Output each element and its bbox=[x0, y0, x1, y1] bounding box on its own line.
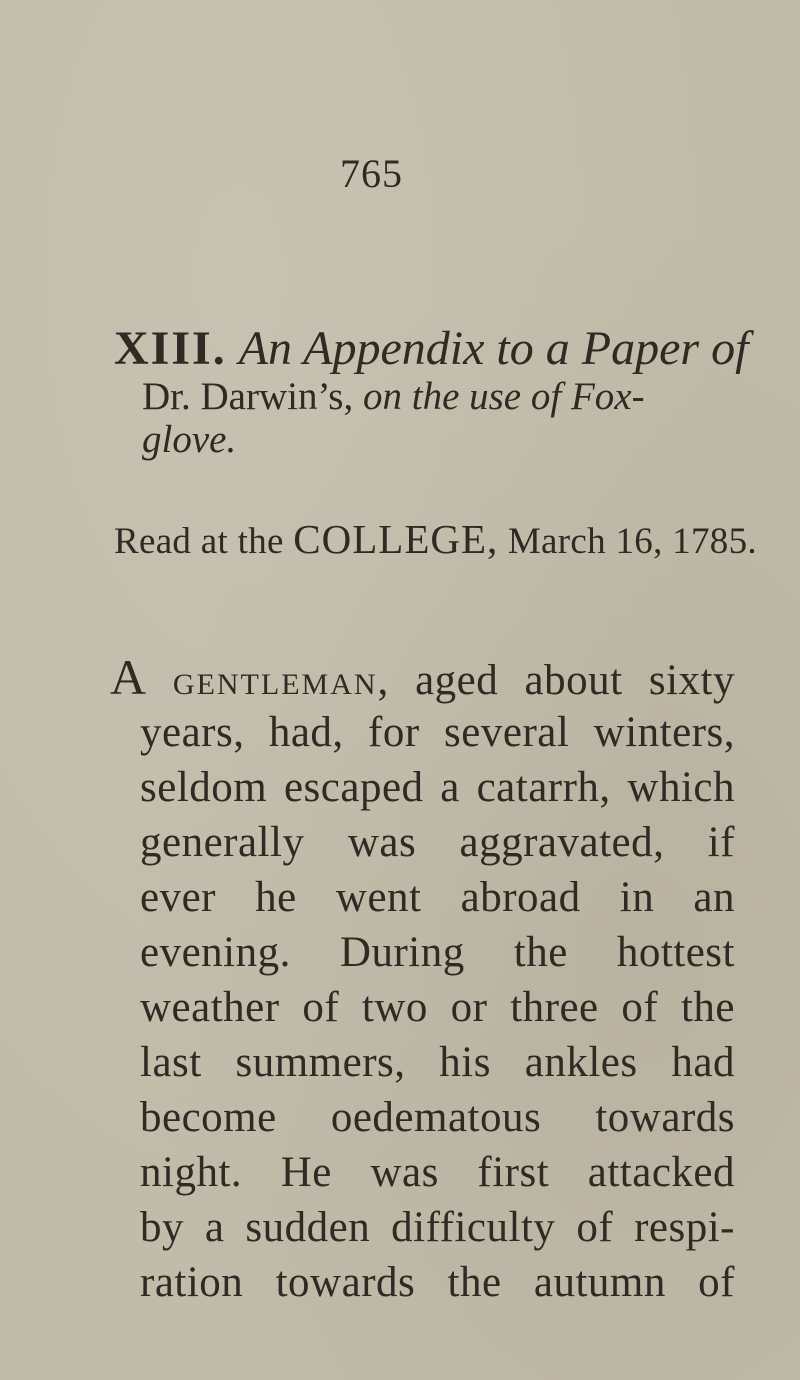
body-line-1-rest: , aged about sixty bbox=[377, 657, 735, 704]
body-paragraph bbox=[110, 649, 735, 1310]
body-line-1 bbox=[110, 650, 735, 705]
body-line: seldom escaped a catarrh, which bbox=[140, 764, 735, 811]
body-line: last summers, his ankles had bbox=[140, 1039, 735, 1086]
body-line: by a sudden difficulty of respi- bbox=[140, 1204, 735, 1251]
article-numeral: XIII. bbox=[114, 322, 227, 375]
body-line: night. He was first attacked bbox=[140, 1149, 735, 1196]
title-line-1 bbox=[114, 322, 749, 375]
drop-cap: A bbox=[110, 649, 147, 705]
body-line: years, had, for several winters, bbox=[140, 709, 735, 756]
opening-smallcaps: gentleman bbox=[172, 657, 378, 704]
body-line: ration towards the autumn of bbox=[140, 1259, 735, 1306]
read-date: March 16, 1785. bbox=[507, 521, 757, 562]
read-at-line bbox=[114, 515, 757, 563]
title-text-2: on the use of Fox- bbox=[362, 375, 645, 418]
title-text-1: An Appendix to a Paper of bbox=[238, 322, 749, 375]
body-line: generally was aggravated, if bbox=[140, 819, 735, 866]
article-title bbox=[114, 322, 749, 461]
title-author: Dr. Darwin’s, bbox=[142, 375, 354, 418]
college-name: COLLEGE, bbox=[293, 516, 499, 562]
body-line: become oedematous towards bbox=[140, 1094, 735, 1141]
title-line-2 bbox=[142, 377, 734, 416]
read-prefix: Read at the bbox=[114, 521, 284, 562]
title-line-3: glove. bbox=[142, 418, 237, 461]
page-number: 765 bbox=[340, 151, 403, 196]
body-line: weather of two or three of the bbox=[140, 984, 735, 1031]
body-line: ever he went abroad in an bbox=[140, 874, 735, 921]
body-line: evening. During the hottest bbox=[140, 929, 735, 976]
